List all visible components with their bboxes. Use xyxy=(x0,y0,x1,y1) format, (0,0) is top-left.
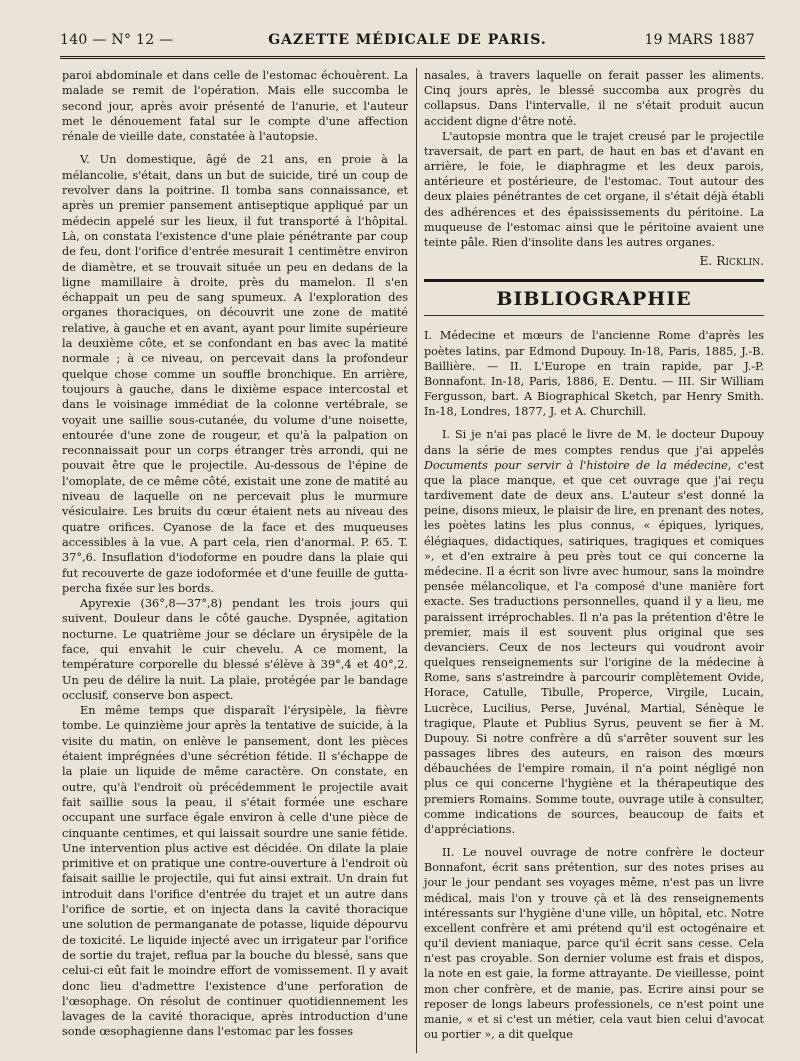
book-title: Documents pour servir à l'histoire de la médecine xyxy=(424,458,728,472)
section-title: BIBLIOGRAPHIE xyxy=(424,292,764,316)
journal-title: GAZETTE MÉDICALE DE PARIS. xyxy=(268,32,547,48)
header-rule xyxy=(60,56,765,59)
text-span: I. Si je n'ai pas placé le livre de M. le docteur Dupouy dans la série de mes comptes rendus que j'ai appelés xyxy=(424,428,764,457)
bibliography-references: I. Médecine et mœurs de l'ancienne Rome d'après les poètes latins, par Edmond Dupouy. In-18, Paris, 1885, J.-B. Baillière. — II. L'Europe en train rapide, par J.-P. Bonnafont. In-18, Paris, 1886, E. Dentu. — III. Sir William Fergusson, bart. A Biographical Sketch, par Henry Smith. In-18, Londres, 1877, J. et A. Churchill. xyxy=(424,329,764,419)
paragraph: paroi abdominale et dans celle de l'estomac échouèrent. La malade se remit de l'opération. Mais elle succomba le second jour, après avoir présenté de l'anurie, et l'auteur met le dénouement fatal sur le compte d'une affection rénale de vieille date, constatée à l'autopsie. xyxy=(62,69,408,144)
paragraph: En même temps que disparaît l'érysipèle, la fièvre tombe. Le quinzième jour après la tentative de suicide, à la visite du matin, on enlève le pansement, dont les pièces étaient imprégnées d'une sécrétion fétide. Il s'échappe de la plaie un liquide de même caractère. On constate, en outre, qu'à l'endroit où précédemment le projectile avait fait saillie sous la peau, il s'était formée une eschare occupant une surface égale environ à celle d'une pièce de cinquante centimes, et qui laissait sourdre une sanie fétide. Une intervention plus active est décidée. On dilate la plaie primitive et on pratique une contre-ouverture à l'endroit où faisait saillie le projectile, qui fut ainsi extrait. Un drain fut introduit dans l'orifice d'entrée du trajet et un autre dans l'orifice de sortie, et on injecta dans la cavité thoracique une solution de permanganate de potasse, liquide dépourvu de toxicité. Le liquide injecté avec un irrigateur par l'orifice de sortie du trajet, reflua par la bouche du blessé, sans que celui-ci eût fait le moindre effort de vomissement. Il y avait donc lieu d'admettre l'existence d'une perforation de l'œsophage. On résolut de continuer quotidiennement les lavages de la cavité thoracique, après introduction d'une sonde œsophagienne dans l'estomac par les fosses xyxy=(62,704,408,1039)
paragraph: nasales, à travers laquelle on ferait passer les aliments. Cinq jours après, le blessé succomba aux progrès du collapsus. Dans l'intervalle, il ne s'était produit aucun accident digne d'être noté. xyxy=(424,69,764,128)
review-paragraph: II. Le nouvel ouvrage de notre confrère le docteur Bonnafont, écrit sans prétention, sur des notes prises au jour le jour pendant ses voyages même, n'est pas un livre médical, mais l'on y trouve çà et là des renseignements intéressants sur l'hygiène d'une ville, un hôpital, etc. Notre excellent confrère et ami prétend qu'il est octogénaire et qu'il devient maniaque, parce qu'il écrit sans cesse. Cela n'est pas croyable. Son dernier volume est frais et dispos, la note en est gaie, la forme attrayante. De vieillesse, point mon cher confrère, et de manie, pas. Ecrire ainsi pour se reposer de longs labeurs professionels, ce n'est point une manie, « et si c'est un métier, cela vaut bien celui d'avocat ou portier », a dit quelque xyxy=(424,846,764,1042)
issue-date: 19 MARS 1887 xyxy=(644,32,755,48)
section-rule xyxy=(424,279,764,282)
page-number-issue: 140 — N° 12 — xyxy=(60,32,174,48)
right-column xyxy=(424,68,764,1042)
paragraph: Apyrexie (36°,8—37°,8) pendant les trois jours qui suivent. Douleur dans le côté gauche. Dyspnée, agitation nocturne. Le quatrième jour se déclare un érysipèle de la face, qui envahit le cuir chevelu. A ce moment, la température corporelle du blessé s'élève à 39°,4 et 40°,2. Un peu de délire la nuit. La plaie, protégée par le bandage occlusif, conserve bon aspect. xyxy=(62,597,408,702)
paragraph: L'autopsie montra que le trajet creusé par le projectile traversait, de part en part, de haut en bas et d'avant en arrière, le foie, le diaphragme et les deux parois, antérieure et postérieure, de l'estomac. Tout autour des deux plaies pénétrantes de cet organe, il s'était déjà établi des adhérences et des épaississements du péritoine. La muqueuse de l'estomac ainsi que le péritoine avaient une teinte pâle. Rien d'insolite dans les autres organes. xyxy=(424,129,764,249)
column-divider xyxy=(416,68,417,1053)
page-header xyxy=(60,32,755,52)
paragraph: V. Un domestique, âgé de 21 ans, en proie à la mélancolie, s'était, dans un but de suicide, tiré un coup de revolver dans la poitrine. Il tomba sans connaissance, et après un premier pansement antiseptique appliqué par un médecin appelé sur les lieux, il fut transporté à l'hôpital. Là, on constata l'existence d'une plaie pénétrante par coup de feu, dont l'orifice d'entrée mesurait 1 centimètre environ de diamètre, et se trouvait située un peu en dedans de la ligne mamillaire à droite, près du mamelon. Il s'en échappait un peu de sang spumeux. A l'exploration des organes thoraciques, on découvrit une zone de matité relative, à gauche et en avant, ayant pour limite supérieure la deuxième côte, et se confondant en bas avec la matité normale ; à ce niveau, on percevait dans la profondeur quelque chose comme un souffle bronchique. En arrière, toujours à gauche, dans le dixième espace intercostal et dans le voisinage immédiat de la colonne vertébrale, se voyait une saillie sous-cutanée, du volume d'une noisette, entourée d'une zone de rougeur, et qu'à la palpation on reconnaissait pour un corps étranger très arrondi, qui ne pouvait être que le projectile. Au-dessous de l'épine de l'omoplate, de ce même côté, existait une zone de matité au niveau de laquelle on ne percevait plus le murmure vésiculaire. Les bruits du cœur étaient nets au niveau des quatre orifices. Cyanose de la face et des muqueuses accessibles à la vue. A part cela, rien d'anormal. P. 65. T. 37°,6. Insuflation d'iodoforme en poudre dans la plaie qui fut recouverte de gaze iodoformée et d'une feuille de gutta-percha fixée sur les bords. xyxy=(62,153,408,595)
text-span: , c'est que la place manque, et que cet ouvrage que j'ai reçu tardivement date de deux ans. L'auteur s'est donné la peine, disons mieux, le plaisir de lire, en prenant des notes, les poètes latins les plus connus, « épiques, lyriques, élégiaques, didactiques, satiriques, tragiques et comiques », et d'en extraire à peu près tout ce qui concerne la médecine. Il a écrit son livre avec humour, sans la moindre pensée mélancolique, et l'a composé d'une manière fort exacte. Ses traductions personnelles, quand il y a lieu, me paraissent irréprochables. Il n'a pas la prétention d'être le premier, mais il est souvent plus original que ses devanciers. Ceux de nos lecteurs qui voudront avoir quelques renseignements sur l'origine de la médecine à Rome, sans s'astreindre à parcourir complètement Ovide, Horace, Catulle, Tibulle, Properce, Virgile, Lucain, Lucrèce, Lucilius, Perse, Juvénal, Martial, Sénèque le tragique, Plaute et Publius Syrus, peuvent se fier à M. Dupouy. Si notre confrère a dû s'arrêter souvent sur les passages libres des auteurs, en raison des mœurs débauchées de l'empire romain, il n'a point négligé non plus ce qui concerne l'hygiène et la thérapeutique des premiers Romains. Somme toute, ouvrage utile à consulter, comme indications de sources, beaucoup de faits et d'appréciations. xyxy=(424,458,765,836)
left-column xyxy=(62,68,408,1040)
review-paragraph xyxy=(424,427,764,837)
author-signature: E. Ricklin. xyxy=(699,254,764,269)
